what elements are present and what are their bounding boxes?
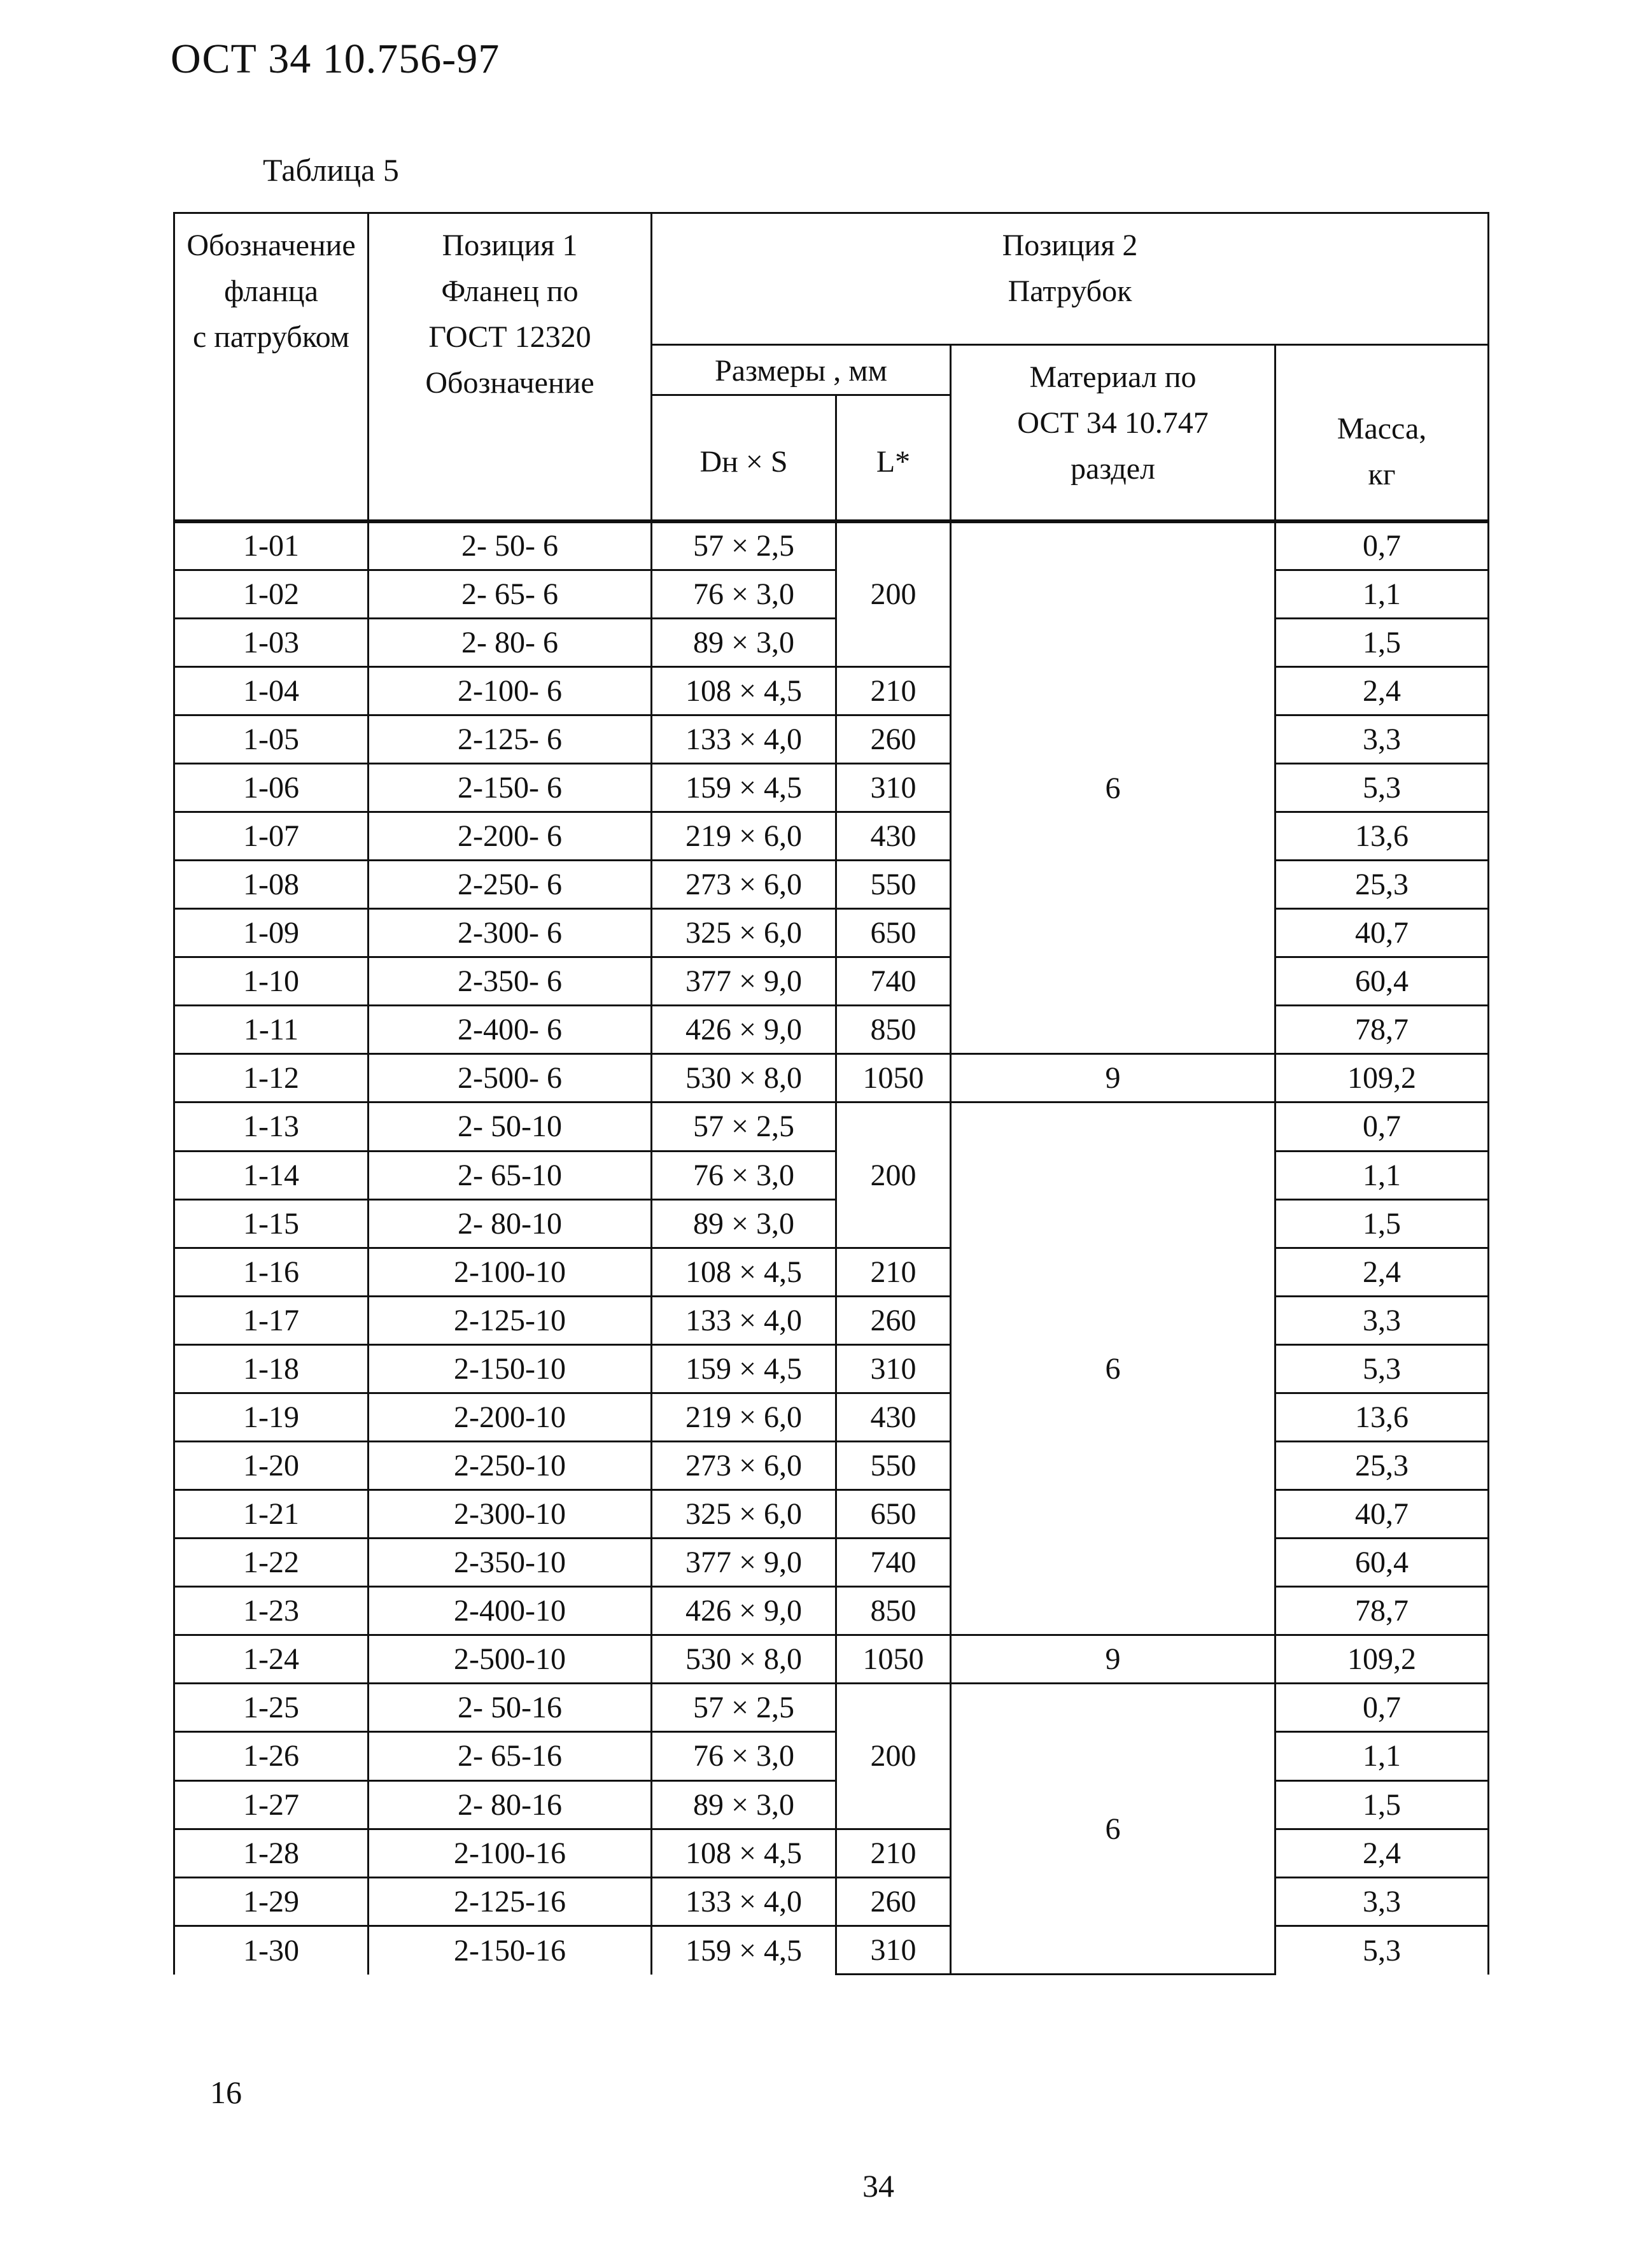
header-sizes: Размеры , мм [652,345,951,395]
flange-code-cell: 1-04 [174,666,369,715]
mass-cell: 0,7 [1275,1102,1489,1151]
flange-designation-cell: 2-125-10 [369,1296,652,1344]
flange-code-cell: 1-01 [174,521,369,570]
table-row [174,1587,1489,1635]
flange-designation-cell: 2-500-10 [369,1635,652,1684]
mass-cell: 0,7 [1275,1684,1489,1732]
header-position-2: Позиция 2 Патрубок [652,213,1489,345]
mass-cell: 3,3 [1275,715,1489,763]
table-row [174,618,1489,666]
flange-designation-cell: 2-400- 6 [369,1006,652,1054]
flange-designation-cell: 2- 80- 6 [369,618,652,666]
page-number-bottom: 34 [862,2168,894,2204]
mass-cell: 1,5 [1275,618,1489,666]
flange-code-cell: 1-09 [174,909,369,957]
length-cell: 550 [836,1441,951,1490]
table-row [174,521,1489,570]
flange-code-cell: 1-25 [174,1684,369,1732]
header-flange-code: Обозначение фланца с патрубком [174,213,369,522]
length-cell: 850 [836,1587,951,1635]
dn-s-cell: 133 × 4,0 [652,715,836,763]
table-row [174,1441,1489,1490]
flange-designation-cell: 2-250-10 [369,1441,652,1490]
dn-s-cell: 377 × 9,0 [652,1539,836,1587]
flange-designation-cell: 2- 50- 6 [369,521,652,570]
mass-cell: 5,3 [1275,1926,1489,1974]
flange-designation-cell: 2- 50-10 [369,1102,652,1151]
flange-code-cell: 1-23 [174,1587,369,1635]
table-row [174,570,1489,618]
dn-s-cell: 426 × 9,0 [652,1006,836,1054]
mass-cell: 109,2 [1275,1635,1489,1684]
table-row [174,1780,1489,1829]
dn-s-cell: 108 × 4,5 [652,1829,836,1877]
header-position-1: Позиция 1 Фланец по ГОСТ 12320 Обозначение [369,213,652,522]
table-row [174,1684,1489,1732]
flange-code-cell: 1-06 [174,763,369,812]
table-row [174,715,1489,763]
length-cell: 200 [836,1684,951,1829]
material-cell: 6 [951,1684,1275,1975]
flange-designation-cell: 2-400-10 [369,1587,652,1635]
flange-designation-cell: 2- 65-10 [369,1151,652,1199]
table-row [174,763,1489,812]
table-row [174,1490,1489,1539]
dn-s-cell: 159 × 4,5 [652,1344,836,1393]
table-row [174,1926,1489,1974]
flange-code-cell: 1-07 [174,812,369,860]
length-cell: 260 [836,1296,951,1344]
flange-code-cell: 1-05 [174,715,369,763]
table-row [174,1829,1489,1877]
flange-code-cell: 1-17 [174,1296,369,1344]
material-cell: 9 [951,1635,1275,1684]
table-row [174,1006,1489,1054]
material-cell: 9 [951,1054,1275,1102]
length-cell: 430 [836,1393,951,1441]
flange-code-cell: 1-22 [174,1539,369,1587]
dn-s-cell: 325 × 6,0 [652,1490,836,1539]
flange-code-cell: 1-15 [174,1199,369,1248]
table-body [174,521,1489,1975]
flange-code-cell: 1-19 [174,1393,369,1441]
dn-s-cell: 89 × 3,0 [652,618,836,666]
table-row [174,861,1489,909]
flange-table [173,212,1489,1975]
table-row [174,957,1489,1006]
table-row [174,909,1489,957]
length-cell: 430 [836,812,951,860]
dn-s-cell: 57 × 2,5 [652,1684,836,1732]
flange-designation-cell: 2-250- 6 [369,861,652,909]
mass-cell: 5,3 [1275,763,1489,812]
flange-designation-cell: 2-100-10 [369,1248,652,1296]
mass-cell: 40,7 [1275,1490,1489,1539]
mass-cell: 5,3 [1275,1344,1489,1393]
flange-code-cell: 1-28 [174,1829,369,1877]
mass-cell: 1,1 [1275,1732,1489,1780]
length-cell: 650 [836,1490,951,1539]
mass-cell: 13,6 [1275,812,1489,860]
length-cell: 260 [836,715,951,763]
flange-designation-cell: 2-300-10 [369,1490,652,1539]
table-row [174,1539,1489,1587]
flange-designation-cell: 2-350- 6 [369,957,652,1006]
flange-designation-cell: 2-150-16 [369,1926,652,1974]
dn-s-cell: 108 × 4,5 [652,1248,836,1296]
flange-designation-cell: 2-200-10 [369,1393,652,1441]
table-row [174,666,1489,715]
mass-cell: 2,4 [1275,1829,1489,1877]
mass-cell: 1,5 [1275,1780,1489,1829]
length-cell: 850 [836,1006,951,1054]
dn-s-cell: 133 × 4,0 [652,1296,836,1344]
dn-s-cell: 159 × 4,5 [652,763,836,812]
flange-code-cell: 1-24 [174,1635,369,1684]
dn-s-cell: 76 × 3,0 [652,1151,836,1199]
flange-code-cell: 1-14 [174,1151,369,1199]
dn-s-cell: 89 × 3,0 [652,1780,836,1829]
length-cell: 650 [836,909,951,957]
mass-cell: 2,4 [1275,666,1489,715]
material-cell: 6 [951,521,1275,1054]
table-row [174,1393,1489,1441]
flange-code-cell: 1-10 [174,957,369,1006]
dn-s-cell: 530 × 8,0 [652,1054,836,1102]
dn-s-cell: 426 × 9,0 [652,1587,836,1635]
flange-code-cell: 1-18 [174,1344,369,1393]
flange-code-cell: 1-16 [174,1248,369,1296]
dn-s-cell: 219 × 6,0 [652,1393,836,1441]
flange-code-cell: 1-27 [174,1780,369,1829]
header-material: Материал по ОСТ 34 10.747 раздел [951,345,1275,522]
table-row [174,1344,1489,1393]
flange-code-cell: 1-03 [174,618,369,666]
flange-code-cell: 1-12 [174,1054,369,1102]
document-code: ОСТ 34 10.756-97 [171,36,500,82]
mass-cell: 3,3 [1275,1877,1489,1926]
flange-code-cell: 1-11 [174,1006,369,1054]
header-dn-s: Dн × S [652,395,836,522]
flange-designation-cell: 2-500- 6 [369,1054,652,1102]
length-cell: 550 [836,861,951,909]
length-cell: 260 [836,1877,951,1926]
dn-s-cell: 76 × 3,0 [652,1732,836,1780]
table-row [174,1732,1489,1780]
flange-designation-cell: 2-125-16 [369,1877,652,1926]
flange-designation-cell: 2- 50-16 [369,1684,652,1732]
length-cell: 310 [836,763,951,812]
length-cell: 310 [836,1926,951,1974]
table-row [174,1877,1489,1926]
flange-code-cell: 1-26 [174,1732,369,1780]
table-row [174,1296,1489,1344]
dn-s-cell: 273 × 6,0 [652,861,836,909]
length-cell: 1050 [836,1054,951,1102]
mass-cell: 78,7 [1275,1006,1489,1054]
dn-s-cell: 159 × 4,5 [652,1926,836,1974]
mass-cell: 1,1 [1275,1151,1489,1199]
flange-designation-cell: 2- 80-10 [369,1199,652,1248]
length-cell: 310 [836,1344,951,1393]
length-cell: 210 [836,666,951,715]
flange-code-cell: 1-21 [174,1490,369,1539]
flange-code-cell: 1-13 [174,1102,369,1151]
flange-designation-cell: 2-150-10 [369,1344,652,1393]
table-row [174,1151,1489,1199]
flange-designation-cell: 2-200- 6 [369,812,652,860]
dn-s-cell: 325 × 6,0 [652,909,836,957]
mass-cell: 25,3 [1275,1441,1489,1490]
flange-designation-cell: 2-150- 6 [369,763,652,812]
table-title: Таблица 5 [263,152,399,188]
table-row [174,812,1489,860]
flange-code-cell: 1-08 [174,861,369,909]
dn-s-cell: 108 × 4,5 [652,666,836,715]
flange-designation-cell: 2- 80-16 [369,1780,652,1829]
dn-s-cell: 133 × 4,0 [652,1877,836,1926]
flange-designation-cell: 2-125- 6 [369,715,652,763]
mass-cell: 25,3 [1275,861,1489,909]
mass-cell: 3,3 [1275,1296,1489,1344]
flange-code-cell: 1-20 [174,1441,369,1490]
flange-designation-cell: 2- 65-16 [369,1732,652,1780]
length-cell: 1050 [836,1635,951,1684]
mass-cell: 109,2 [1275,1054,1489,1102]
flange-designation-cell: 2-100- 6 [369,666,652,715]
length-cell: 740 [836,957,951,1006]
table-row [174,1635,1489,1684]
dn-s-cell: 89 × 3,0 [652,1199,836,1248]
table-row [174,1102,1489,1151]
table-row [174,1248,1489,1296]
dn-s-cell: 57 × 2,5 [652,1102,836,1151]
dn-s-cell: 273 × 6,0 [652,1441,836,1490]
mass-cell: 78,7 [1275,1587,1489,1635]
flange-designation-cell: 2-350-10 [369,1539,652,1587]
mass-cell: 40,7 [1275,909,1489,957]
mass-cell: 60,4 [1275,1539,1489,1587]
mass-cell: 0,7 [1275,521,1489,570]
header-mass: Масса, кг [1275,345,1489,522]
mass-cell: 60,4 [1275,957,1489,1006]
length-cell: 200 [836,521,951,666]
length-cell: 210 [836,1829,951,1877]
flange-designation-cell: 2-100-16 [369,1829,652,1877]
length-cell: 740 [836,1539,951,1587]
dn-s-cell: 76 × 3,0 [652,570,836,618]
dn-s-cell: 377 × 9,0 [652,957,836,1006]
header-length: L* [836,395,951,522]
dn-s-cell: 57 × 2,5 [652,521,836,570]
flange-code-cell: 1-02 [174,570,369,618]
length-cell: 200 [836,1102,951,1248]
flange-designation-cell: 2-300- 6 [369,909,652,957]
mass-cell: 13,6 [1275,1393,1489,1441]
material-cell: 6 [951,1102,1275,1635]
mass-cell: 1,5 [1275,1199,1489,1248]
dn-s-cell: 530 × 8,0 [652,1635,836,1684]
table-row [174,1199,1489,1248]
table-row [174,1054,1489,1102]
page-number-left: 16 [210,2074,242,2110]
flange-designation-cell: 2- 65- 6 [369,570,652,618]
mass-cell: 1,1 [1275,570,1489,618]
dn-s-cell: 219 × 6,0 [652,812,836,860]
mass-cell: 2,4 [1275,1248,1489,1296]
table-header [174,213,1489,522]
flange-code-cell: 1-30 [174,1926,369,1974]
flange-code-cell: 1-29 [174,1877,369,1926]
length-cell: 210 [836,1248,951,1296]
